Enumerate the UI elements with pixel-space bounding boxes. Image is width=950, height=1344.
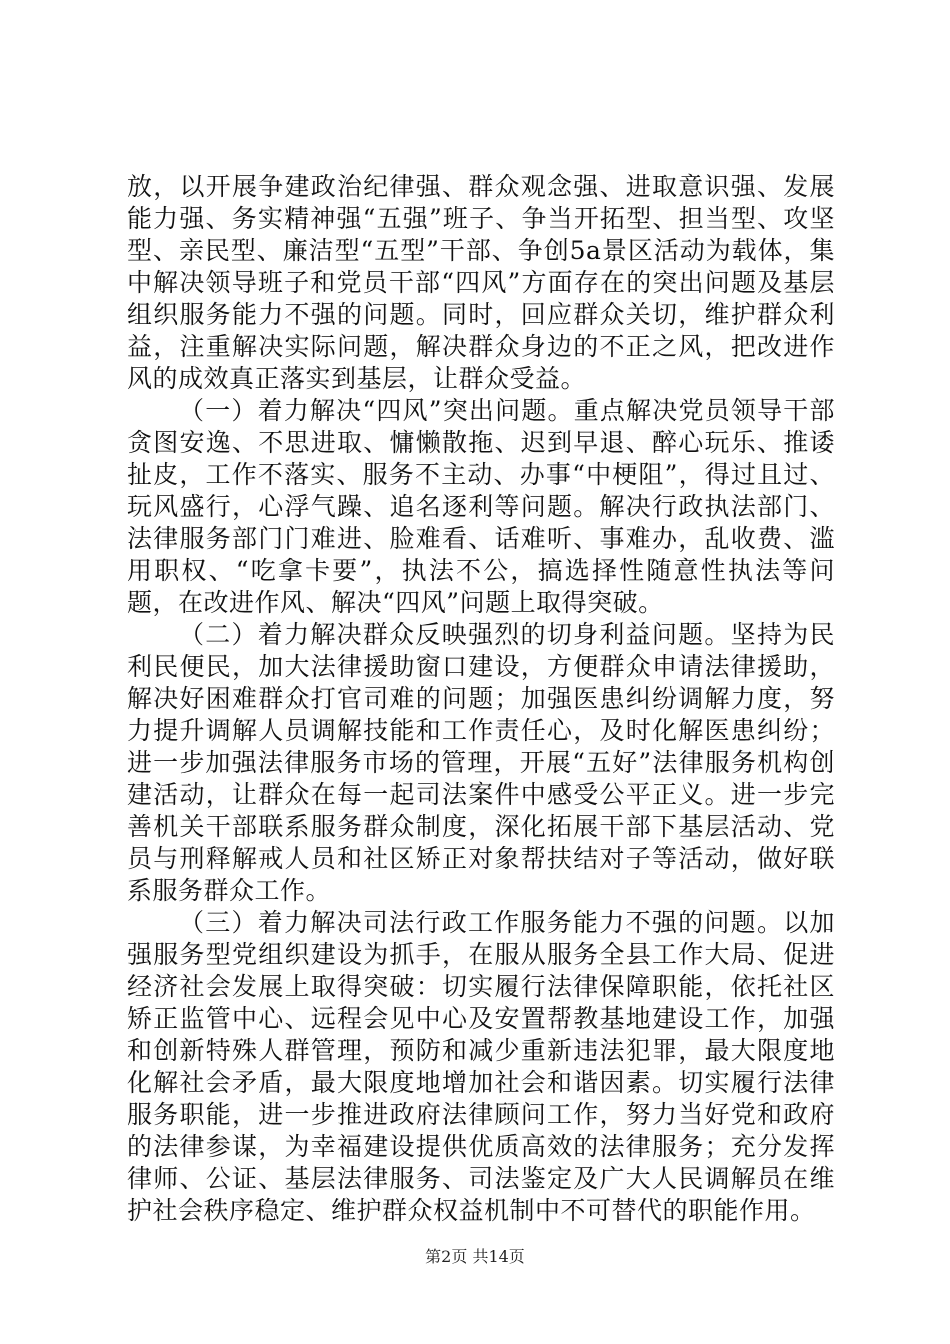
paragraph-section-one: （一）着力解决“四风”突出问题。重点解决党员领导干部贪图安逸、不思进取、慵懒散拖、迟到早退、醉心玩乐、推诿扯皮，工作不落实、服务不主动、办事“中梗阻”，得过且过、玩风盛行，心浮气躁、追名逐利等问题。解决行政执法部门、法律服务部门门难进、脸难看、话难听、事难办，乱收费、滥用职权、“吃拿卡要”，执法不公，搞选择性随意性执法等问题，在改进作风、解决“四风”问题上取得突破。 xyxy=(127,396,835,617)
paragraph-section-two: （二）着力解决群众反映强烈的切身利益问题。坚持为民利民便民，加大法律援助窗口建设，方便群众申请法律援助，解决好困难群众打官司难的问题；加强医患纠纷调解力度，努力提升调解人员调解技能和工作责任心，及时化解医患纠纷；进一步加强法律服务市场的管理，开展“五好”法律服务机构创建活动，让群众在每一起司法案件中感受公平正义。进一步完善机关干部联系服务群众制度，深化拓展干部下基层活动、党员与刑释解戒人员和社区矫正对象帮扶结对子等活动，做好联系服务群众工作。 xyxy=(127,620,835,905)
page-footer: 第2页 共14页 xyxy=(425,1247,525,1266)
document-body xyxy=(127,171,835,1227)
paragraph-section-three: （三）着力解决司法行政工作服务能力不强的问题。以加强服务型党组织建设为抓手，在服从服务全县工作大局、促进经济社会发展上取得突破：切实履行法律保障职能，依托社区矫正监管中心、远程会见中心及安置帮教基地建设工作，加强和创新特殊人群管理，预防和减少重新违法犯罪，最大限度地化解社会矛盾，最大限度地增加社会和谐因素。切实履行法律服务职能，进一步推进政府法律顾问工作，努力当好党和政府的法律参谋，为幸福建设提供优质高效的法律服务；充分发挥律师、公证、基层法律服务、司法鉴定及广大人民调解员在维护社会秩序稳定、维护群众权益机制中不可替代的职能作用。 xyxy=(127,908,835,1225)
paragraph-continuation: 放，以开展争建政治纪律强、群众观念强、进取意识强、发展能力强、务实精神强“五强”班子、争当开拓型、担当型、攻坚型、亲民型、廉洁型“五型”干部、争创5a景区活动为载体，集中解决领导班子和党员干部“四风”方面存在的突出问题及基层组织服务能力不强的问题。同时，回应群众关切，维护群众利益，注重解决实际问题，解决群众身边的不正之风，把改进作风的成效真正落实到基层，让群众受益。 xyxy=(127,172,835,393)
